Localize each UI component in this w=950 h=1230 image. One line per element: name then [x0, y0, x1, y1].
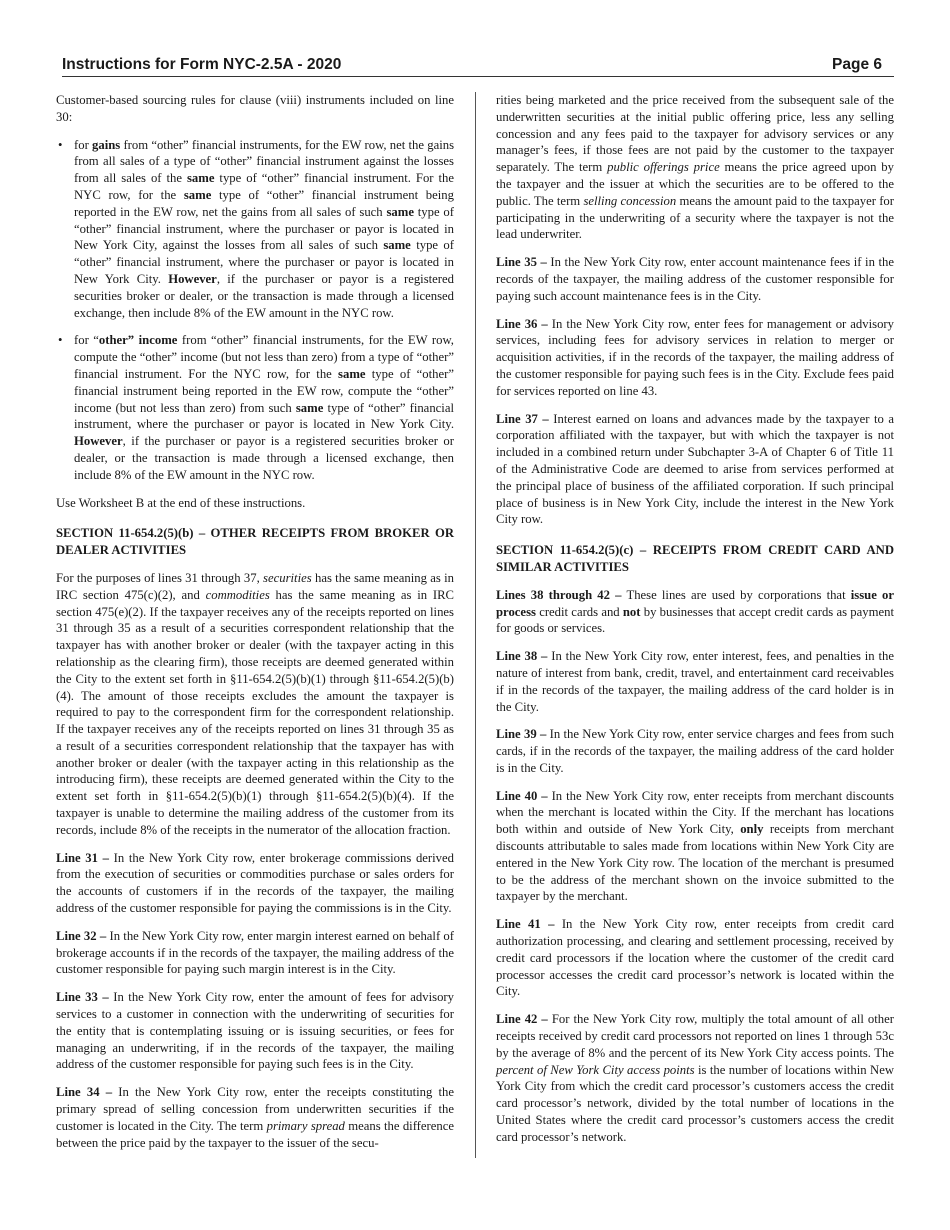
left-column — [56, 92, 454, 1162]
line-38-paragraph: Line 38 – In the New York City row, enter interest, fees, and penalties in the nature of interest from bank, credit, travel, and entertainment card receivables if in the records of the taxpayer, the mailing address of the card holder is in the City. — [496, 649, 894, 714]
line-37-paragraph: Line 37 – Interest earned on loans and advances made by the taxpayer to a corporation affiliated with the taxpayer, but with which the taxpayer is not included in a combined return under Subchapter 3-A of Chapter 6 of Title 11 of the Administrative Code are deemed to arise from services performed at the principal place of business of the affiliated corporation. If such principal place of business is in New York City, include the interest in the New York City row. — [496, 411, 894, 527]
line-34-continued: rities being marketed and the price received from the subsequent sale of the underwritten securities at the initial public offering price, less any selling concession and any fees paid to the taxpayer for advisory services or any manager’s fees, if those fees are not paid by the customer to the taxpayer separately. The term public offerings price means the price agreed upon by the taxpayer and the issuer at which the securities are to be offered to the public. The term selling concession means the amount paid to the taxpayer for participating in the underwriting of a security where the taxpayer is not the lead underwriter. — [496, 93, 894, 242]
column-divider — [475, 92, 476, 1158]
line-34-paragraph: Line 34 – In the New York City row, enter the receipts constituting the primary spread of selling concession from underwritten securities if the customer is located in the City. The term primary spread means the difference between the price paid by the taxpayer to the issuer of the secu- — [56, 1085, 455, 1150]
purposes-paragraph: For the purposes of lines 31 through 37, securities has the same meaning as in IRC section 475(c)(2), and commodities has the same meaning as in IRC section 475(e)(2). If the taxpayer receives any of the receipts reported on lines 31 through 35 as a result of a securities correspondent relationship that the taxpayer has with another broker or dealer (with the taxpayer acting in this relationship as the clearing firm), those receipts are deemed generated within the City to the extent set forth in §11-654.2(5)(b)(1) through §11-654.2(5)(b)(4). The amount of those receipts excludes the amount the taxpayer is required to pay to the correspondent firm for the correspondent relationship. If the taxpayer receives any of the receipts reported on lines 31 through 35 as a result of a securities correspondent relationship that the taxpayer has with another broker or dealer (with the taxpayer acting in this relationship as the introducing firm), these receipts are deemed generated within the City to the extent set forth in §11-654.2(5)(b)(1) through §11-654.2(5)(b)(4). If the taxpayer is unable to determine the mailing address of the customer from its records, include 8% of the receipts in the numerator of the allocation fraction. — [56, 570, 454, 837]
line-39-paragraph: Line 39 – In the New York City row, enter service charges and fees from such cards, if in the records of the taxpayer, the mailing address of the card holder is in the City. — [496, 727, 894, 775]
worksheet-note: Use Worksheet B at the end of these instructions. — [56, 495, 306, 510]
line-35-paragraph: Line 35 – In the New York City row, enter account maintenance fees if in the records of the taxpayer, the mailing address of the customer responsible for paying such account maintenance fees is in the City. — [496, 255, 894, 303]
line-42-paragraph: Line 42 – For the New York City row, multiply the total amount of all other receipts received by credit card processors not reported on lines 1 through 53c by the average of 8% and the percent of its New York City access points. The percent of New York City access points is the number of locations within New York City from which the credit card processor’s customers access the credit card processor’s network, divided by the total number of locations in the United States where the credit card processor’s customers access the credit card processor’s network. — [496, 1012, 894, 1144]
sourcing-rules-list — [56, 137, 454, 484]
line-40-paragraph: Line 40 – In the New York City row, enter receipts from merchant discounts when the merchant is located within the City. If the merchant has locations both within and outside of New York City, only receipts from merchant discounts attributable to sales made from locations within New York City are entered in the New York City row. The location of the merchant is presumed to be the address of the merchant shown on the invoice submitted to the taxpayer by the merchant. — [496, 788, 894, 904]
line-32-paragraph: Line 32 – In the New York City row, enter margin interest earned on behalf of brokerage accounts if in the records of the taxpayer, the mailing address of the customer responsible for paying such margin interest is in the City. — [56, 928, 454, 977]
document-title: Instructions for Form NYC-2.5A - 2020 — [62, 56, 342, 73]
page-number: Page 6 — [832, 56, 882, 73]
section-heading-b: SECTION 11-654.2(5)(b) – OTHER RECEIPTS FROM BROKER OR DEALER ACTIVITIES — [56, 526, 454, 558]
lines-38-42-paragraph: Lines 38 through 42 – These lines are used by corporations that issue or process credit cards and not by businesses that accept credit cards as payment for goods or services. — [496, 587, 894, 636]
page-header — [62, 56, 894, 77]
other-income-bullet: • for “other” income from “other” financial instruments, for the EW row, compute the “other” income (but not less than zero) from a type of “other” financial instrument. For the NYC row, for the same type of “other” financial instrument being reported in the EW row, compute the “other” income (but not less than zero) from such same type of “other” financial instrument, where the purchaser or payor is located in New York City. However, if the purchaser or payor is a registered securities broker or dealer, or the transaction is made through a licensed exchange, then include 8% of the EW amount in the NYC row. — [56, 332, 454, 483]
line-41-paragraph: Line 41 – In the New York City row, enter receipts from credit card authorization processing, and clearing and settlement processing, received by credit card processors if the location where the customer of the credit card processor accesses the credit card processor’s network is located within the City. — [496, 917, 894, 999]
line-33-paragraph: Line 33 – In the New York City row, enter the amount of fees for advisory services to a customer in connection with the underwriting of securities for the entity that is contemplating issuing or is issuing securities, or fees for managing an underwriting, if in the records of the taxpayer, the mailing address of the customer responsible for paying such fees is in the City. — [56, 990, 454, 1072]
right-column — [496, 92, 894, 1157]
line-36-paragraph: Line 36 – In the New York City row, enter fees for management or advisory services, including fees for advisory services in relation to merger or acquisition activities, if in the records of the taxpayer, the mailing address of the customer responsible for paying such fees is in the City. Exclude fees paid for services reported on line 43. — [496, 316, 894, 398]
line-31-paragraph: Line 31 – In the New York City row, enter brokerage commissions derived from the execution of securities or commodities purchase or sales orders for the accounts of customers if in the records of the taxpayer, the mailing address of the customer responsible for paying the commissions is in the City. — [56, 850, 454, 916]
intro-paragraph: Customer-based sourcing rules for clause (viii) instruments included on line 30: — [56, 93, 454, 124]
section-heading-c: SECTION 11-654.2(5)(c) – RECEIPTS FROM CREDIT CARD AND SIMILAR ACTIVITIES — [496, 543, 894, 574]
gains-bullet: • for gains from “other” financial instruments, for the EW row, net the gains from all sales of a type of “other” financial instrument against the losses from all sales of the same type of “other” financial instrument. For the NYC row, for the same type of “other” financial instrument being reported in the EW row, net the gains from all sales of such same type of “other” financial instrument, where the purchaser or payor is located in New York City, against the losses from all sales of such same type of “other” financial instrument, where the purchaser or payor is located in New York City. However, if the purchaser or payor is a registered securities broker or dealer, or the transaction is made through a licensed exchange, then include 8% of the EW amount in the NYC row. — [56, 137, 454, 322]
